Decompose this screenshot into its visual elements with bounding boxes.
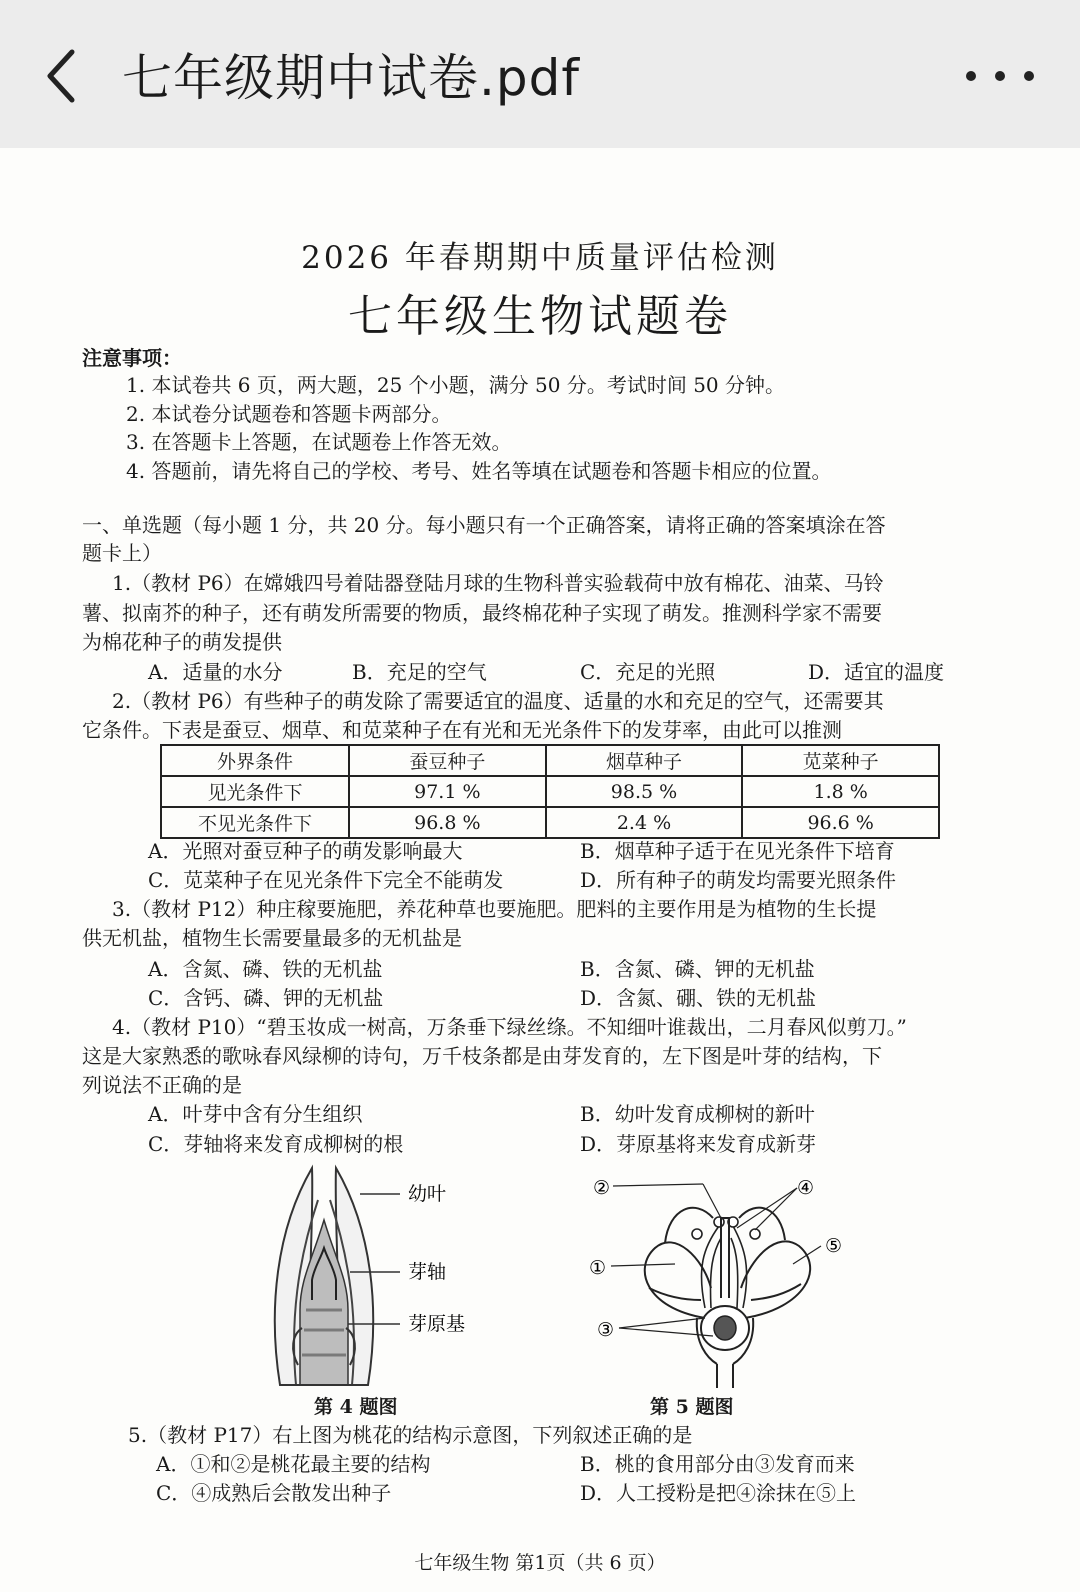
q5-option-d: D．人工授粉是把④涂抹在⑤上	[580, 1481, 857, 1505]
label-young-leaf: 幼叶	[408, 1183, 447, 1205]
notice-item-4: 4. 答题前，请先将自己的学校、考号、姓名等填在试题卷和答题卡相应的位置。	[126, 459, 832, 483]
q3-option-d: D．含氮、硼、铁的无机盐	[580, 986, 817, 1010]
label-4: ④	[797, 1177, 815, 1199]
q4-option-a: A．叶芽中含有分生组织	[148, 1102, 363, 1126]
table-header: 外界条件	[161, 745, 349, 776]
table-header: 烟草种子	[546, 745, 743, 776]
q3-line-2: 供无机盐，植物生长需要量最多的无机盐是	[82, 926, 462, 950]
table-header-row	[161, 745, 939, 776]
q2-option-b: B．烟草种子适于在见光条件下培育	[580, 839, 895, 863]
table-cell: 见光条件下	[161, 776, 349, 807]
q2-option-a: A．光照对蚕豆种子的萌发影响最大	[148, 839, 463, 863]
q2-option-d: D．所有种子的萌发均需要光照条件	[580, 868, 897, 892]
pdf-page	[0, 148, 1080, 1592]
fig5-caption: 第 5 题图	[650, 1396, 734, 1418]
exam-heading: 2026 年春期期中质量评估检测	[301, 240, 779, 276]
notice-item-1: 1. 本试卷共 6 页，两大题，25 个小题，满分 50 分。考试时间 50 分钟。	[126, 373, 786, 397]
table-header: 苋菜种子	[742, 745, 939, 776]
q5-line: 5.（教材 P17）右上图为桃花的结构示意图，下列叙述正确的是	[128, 1423, 693, 1447]
q4-option-b: B．幼叶发育成柳树的新叶	[580, 1102, 815, 1126]
label-5: ⑤	[825, 1235, 843, 1257]
q5-option-b: B．桃的食用部分由③发育而来	[580, 1452, 855, 1476]
table-cell: 96.8 %	[349, 807, 546, 838]
q1-line-3: 为棉花种子的萌发提供	[82, 630, 282, 654]
table-cell: 1.8 %	[742, 776, 939, 807]
section-heading: 一、单选题（每小题 1 分，共 20 分。每小题只有一个正确答案，请将正确的答案填涂在答	[82, 513, 886, 537]
q2-line-1: 2.（教材 P6）有些种子的萌发除了需要适宜的温度、适量的水和充足的空气，还需要其	[112, 689, 884, 713]
q1-option-d: D．适宜的温度	[808, 660, 945, 684]
q2-option-c: C．苋菜种子在见光条件下完全不能萌发	[148, 868, 504, 892]
section-heading-cont: 题卡上）	[82, 541, 162, 565]
germination-table	[160, 744, 940, 839]
q5-option-c: C．④成熟后会散发出种子	[156, 1481, 392, 1505]
table-cell: 96.6 %	[742, 807, 939, 838]
q5-option-a: A．①和②是桃花最主要的结构	[156, 1452, 431, 1476]
q4-option-d: D．芽原基将来发育成新芽	[580, 1132, 817, 1156]
q4-line-3: 列说法不正确的是	[82, 1073, 242, 1097]
app-bar	[0, 0, 1080, 148]
document-title: 七年级期中试卷.pdf	[122, 49, 580, 107]
leaf-bud-diagram	[240, 1160, 500, 1395]
more-dots-icon	[966, 71, 976, 81]
q1-option-a: A．适量的水分	[148, 660, 283, 684]
notice-label: 注意事项：	[82, 346, 182, 370]
peach-flower-diagram	[585, 1168, 875, 1393]
table-row	[161, 807, 939, 838]
label-2: ②	[593, 1177, 611, 1199]
chevron-left-icon	[40, 46, 84, 106]
table-header: 蚕豆种子	[349, 745, 546, 776]
notice-item-2: 2. 本试卷分试题卷和答题卡两部分。	[126, 402, 452, 426]
page-footer: 七年级生物 第1页（共 6 页）	[414, 1552, 666, 1574]
q4-line-1: 4.（教材 P10）“碧玉妆成一树高，万条垂下绿丝绦。不知细叶谁裁出，二月春风似剪刀。”	[112, 1015, 907, 1039]
table-row	[161, 776, 939, 807]
q3-option-a: A．含氮、磷、铁的无机盐	[148, 957, 383, 981]
exam-subheading: 七年级生物试题卷	[348, 291, 732, 342]
more-menu-button[interactable]	[960, 58, 1040, 94]
q1-line-1: 1.（教材 P6）在嫦娥四号着陆器登陆月球的生物科普实验载荷中放有棉花、油菜、马铃	[112, 571, 884, 595]
q4-option-c: C．芽轴将来发育成柳树的根	[148, 1132, 404, 1156]
q2-line-2: 它条件。下表是蚕豆、烟草、和苋菜种子在有光和无光条件下的发芽率，由此可以推测	[82, 718, 842, 742]
table-cell: 98.5 %	[546, 776, 743, 807]
q1-line-2: 薯、拟南芥的种子，还有萌发所需要的物质，最终棉花种子实现了萌发。推测科学家不需要	[82, 601, 882, 625]
q1-option-b: B．充足的空气	[352, 660, 487, 684]
fig4-caption: 第 4 题图	[314, 1396, 398, 1418]
label-1: ①	[589, 1257, 607, 1279]
notice-item-3: 3. 在答题卡上答题，在试题卷上作答无效。	[126, 430, 512, 454]
label-3: ③	[597, 1319, 615, 1341]
table-cell: 不见光条件下	[161, 807, 349, 838]
q3-option-b: B．含氮、磷、钾的无机盐	[580, 957, 815, 981]
q3-option-c: C．含钙、磷、钾的无机盐	[148, 986, 384, 1010]
q4-line-2: 这是大家熟悉的歌咏春风绿柳的诗句，万千枝条都是由芽发育的，左下图是叶芽的结构，下	[82, 1044, 882, 1068]
table-cell: 97.1 %	[349, 776, 546, 807]
back-button[interactable]	[40, 46, 84, 106]
q1-option-c: C．充足的光照	[580, 660, 716, 684]
label-bud-primordium: 芽原基	[408, 1313, 466, 1335]
table-cell: 2.4 %	[546, 807, 743, 838]
q3-line-1: 3.（教材 P12）种庄稼要施肥，养花种草也要施肥。肥料的主要作用是为植物的生长提	[112, 897, 877, 921]
label-bud-axis: 芽轴	[408, 1261, 447, 1283]
